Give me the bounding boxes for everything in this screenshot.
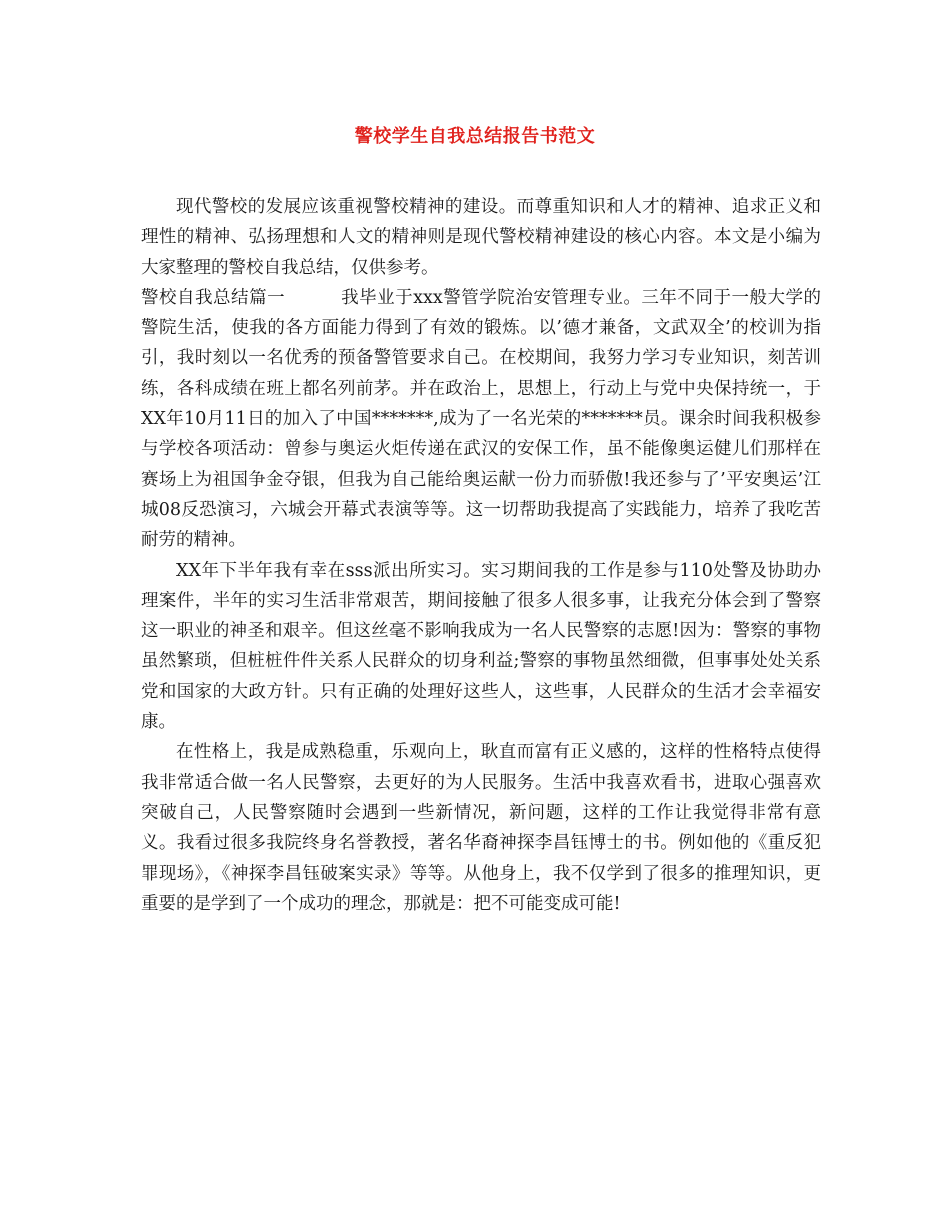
document-title: 警校学生自我总结报告书范文 xyxy=(354,126,596,147)
paragraph-1-text: 我毕业于xxx警管学院治安管理专业。三年不同于一般大学的警院生活，使我的各方面能力得到了有效的锻炼。以’德才兼备，文武双全’的校训为指引，我时刻以一名优秀的预备警管要求自己。在校期间，我努力学习专业知识，刻苦训练，各科成绩在班上都名列前茅。并在政治上，思想上，行动上与党中央保持统一，于XX年10月11日的加入了中国*******,成为了一名光荣的*******员。课余时间我积极参与学校各项活动：曾参与奥运火炬传递在武汉的安保工作，虽不能像奥运健儿们那样在赛场上为祖国争金夺银，但我为自己能给奥运献一份力而骄傲!我还参与了’平安奥运’江城08反恐演习，六城会开幕式表演等等。这一切帮助我提高了实践能力，培养了我吃苦耐劳的精神。 xyxy=(141,287,822,551)
paragraph-2: XX年下半年我有幸在sss派出所实习。实习期间我的工作是参与110处警及协助办理案件，半年的实习生活非常艰苦，期间接触了很多人很多事，让我充分体会到了警察这一职业的神圣和艰辛。但这丝毫不影响我成为一名人民警察的志愿!因为：警察的事物虽然繁琐，但桩桩件件关系人民群众的切身利益;警察的事物虽然细微，但事事处处关系党和国家的大政方针。只有正确的处理好这些人，这些事，人民群众的生活才会幸福安康。 xyxy=(141,560,821,733)
intro-paragraph: 现代警校的发展应该重视警校精神的建设。而尊重知识和人才的精神、追求正义和理性的精神、弘扬理想和人文的精神则是现代警校精神建设的核心内容。本文是小编为大家整理的警校自我总结，仅供参考。 xyxy=(141,197,821,278)
document-body xyxy=(141,192,821,919)
section-heading: 警校自我总结篇一 xyxy=(141,287,286,308)
paragraph-3: 在性格上，我是成熟稳重，乐观向上，耿直而富有正义感的，这样的性格特点使得我非常适合做一名人民警察，去更好的为人民服务。生活中我喜欢看书，进取心强喜欢突破自己，人民警察随时会遇到一些新情况，新问题，这样的工作让我觉得非常有意义。我看过很多我院终身名誉教授，著名华裔神探李昌钰博士的书。例如他的《重反犯罪现场》，《神探李昌钰破案实录》等等。从他身上，我不仅学到了很多的推理知识，更重要的是学到了一个成功的理念，那就是：把不可能变成可能! xyxy=(141,742,821,914)
section-paragraph-1 xyxy=(141,283,821,556)
